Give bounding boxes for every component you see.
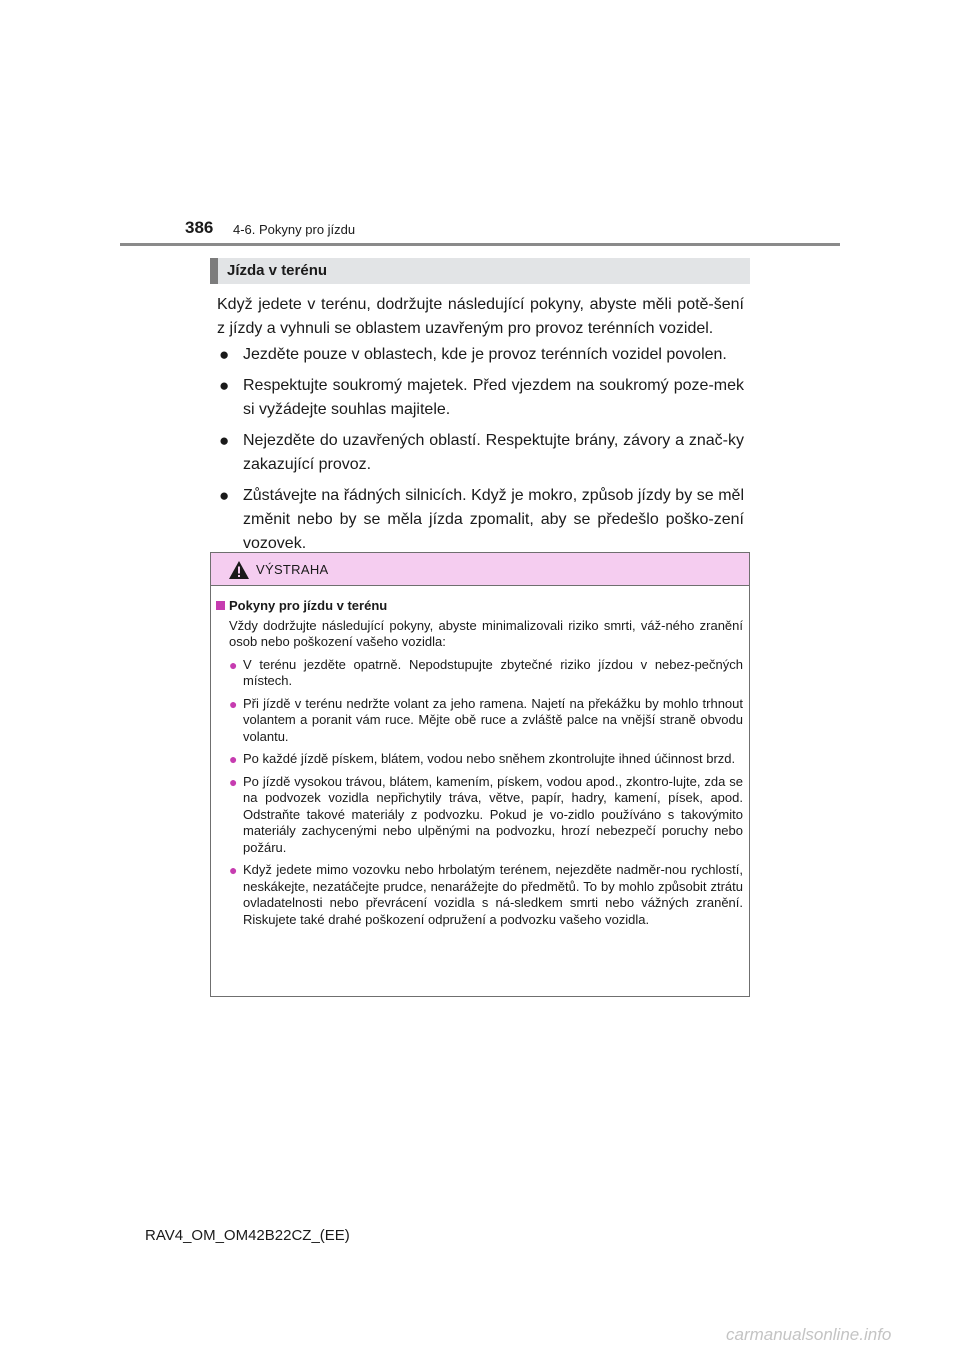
warning-list [215, 657, 743, 929]
list-item [229, 657, 743, 690]
header-rule [120, 243, 840, 246]
list-item [229, 696, 743, 746]
list-item [229, 862, 743, 928]
bullet-icon: ● [229, 695, 238, 712]
list-item [229, 774, 743, 857]
list-item [229, 751, 743, 768]
watermark: carmanualsonline.info [726, 1325, 892, 1344]
bullet-icon: ● [229, 656, 238, 673]
list-item [217, 484, 744, 556]
bullet-icon: ● [219, 431, 230, 450]
warning-title [215, 598, 743, 615]
footer-code: RAV4_OM_OM42B22CZ_(EE) [145, 1227, 350, 1244]
list-item-text: Respektujte soukromý majetek. Před vjezdem na soukromý poze-mek si vyžádejte souhlas majitele. [243, 377, 744, 418]
bullet-icon: ● [229, 751, 238, 767]
bullet-icon: ● [229, 862, 238, 878]
list-item [217, 374, 744, 422]
list-item-text: V terénu jezděte opatrně. Nepodstupujte zbytečné riziko jízdou v nebez-pečných místech. [243, 656, 743, 688]
list-item-text: Po jízdě vysokou trávou, blátem, kamením, pískem, vodou apod., zkontro-lujte, zda se na podvozek vozidla nepřichytily tráva, větve, papír, hadry, kamení, písek, apod. Odstraňte takové materiály z podvozku. Pokud je vo-zidlo používáno s takovýmito materiály zachycenými nebo ulpěnými na podvozku, hrozí nebezpečí poruchy nebo požáru. [243, 773, 743, 855]
section-bullet-list [217, 343, 744, 556]
chapter-title: 4-6. Pokyny pro jízdu [233, 222, 356, 237]
warning-label: VÝSTRAHA [256, 562, 329, 577]
warning-intro: Vždy dodržujte následující pokyny, abyste minimalizovali riziko smrti, váž-ného zranění osob nebo poškození vašeho vozidla: [229, 617, 743, 649]
warning-header [211, 553, 749, 586]
list-item-text: Když jedete mimo vozovku nebo hrbolatým terénem, nejezděte nadměr-nou rychlostí, neskákejte, nezatáčejte prudce, nenarážejte do předmětů. To by mohlo způsobit ztrátu ovladatelnosti nebo převrácení vozidla s ná-sledkem smrti nebo vážných zranění. Riskujete také drahé poškození odpružení a podvozku vašeho vozidla. [243, 862, 743, 927]
page-number: 386 [185, 218, 214, 237]
list-item-text: Po každé jízdě pískem, blátem, vodou nebo sněhem zkontrolujte ihned účinnost brzd. [243, 751, 736, 766]
warning-box [210, 552, 750, 997]
list-item [217, 429, 744, 477]
warning-title-text: Pokyny pro jízdu v terénu [229, 598, 388, 613]
square-bullet-icon [216, 601, 225, 610]
bullet-icon: ● [219, 486, 230, 505]
section-heading-text: Jízda v terénu [227, 262, 328, 279]
list-item-text: Při jízdě v terénu nedržte volant za jeho ramena. Najetí na překážku by mohlo trhnout volantem a poranit vám ruce. Mějte obě ruce a zvláště palce na vnější straně obvodu volantu. [243, 695, 743, 744]
list-item-text: Zůstávejte na řádných silnicích. Když je mokro, způsob jízdy by se měl změnit nebo by se měla jízda zpomalit, aby se předešlo poško-zení vozovek. [243, 487, 744, 552]
bullet-icon: ● [219, 345, 230, 364]
bullet-icon: ● [219, 376, 230, 395]
section-intro: Když jedete v terénu, dodržujte následující pokyny, abyste měli potě-šení z jízdy a vyhnuli se oblastem uzavřeným pro provoz terénních vozidel. [217, 296, 744, 337]
warning-body [215, 598, 743, 934]
list-item-text: Jezděte pouze v oblastech, kde je provoz terénních vozidel povolen. [243, 346, 727, 363]
bullet-icon: ● [229, 773, 238, 790]
warning-triangle-icon [228, 560, 250, 580]
list-item-text: Nejezděte do uzavřených oblastí. Respektujte brány, závory a znač-ky zakazující provoz. [243, 432, 744, 473]
section-heading [210, 258, 750, 284]
section-body [217, 293, 744, 563]
list-item [217, 343, 744, 367]
